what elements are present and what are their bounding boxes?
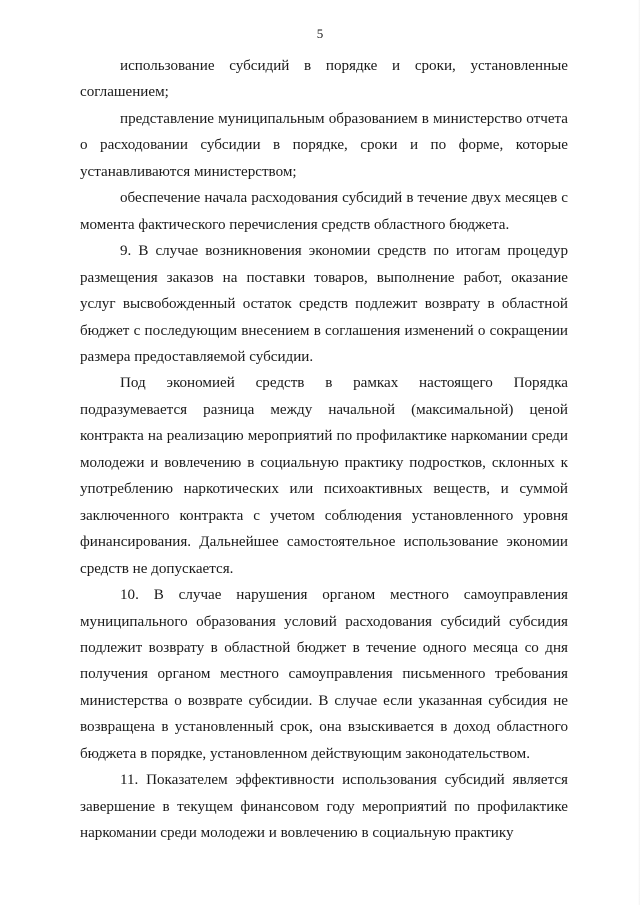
paragraph-savings-definition: Под экономией средств в рамках настоящего Порядка подразумевается разница между начальной (максимальной) ценой контракта на реализацию мероприятий по профилактике наркомании среди молодежи и вовлечению в социальную практику подростков, склонных к употреблению наркотических или психоактивных веществ, и суммой заключенного контракта с учетом соблюдения установленного уровня финансирования. Дальнейшее самостоятельное использование экономии средств не допускается. (80, 375, 568, 577)
paragraph-clause-10: 10. В случае нарушения органом местного самоуправления муниципального образования условий расходования субсидий субсидия подлежит возврату в областной бюджет в течение одного месяца со дня получения органом местного самоуправления письменного требования министерства о возврате субсидии. В случае если указанная субсидия не возвращена в установленный срок, она взыскивается в доход областного бюджета в порядке, установленном действующим законодательством. (80, 587, 568, 762)
page-number: 5 (316, 26, 324, 41)
paragraph-spending-start: обеспечение начала расходования субсидий в течение двух месяцев с момента фактического перечисления средств областного бюджета. (80, 190, 568, 233)
paragraph-usage-terms: использование субсидий в порядке и сроки, установленные соглашением; (80, 58, 568, 101)
paragraph-clause-9: 9. В случае возникновения экономии средств по итогам процедур размещения заказов на поставки товаров, выполнение работ, оказание услуг высвобожденный остаток средств подлежит возврату в областной бюджет с последующим внесением в соглашения изменений о сокращении размера предоставляемой субсидии. (80, 243, 568, 365)
paragraph-clause-11: 11. Показателем эффективности использования субсидий является завершение в текущем финансовом году мероприятий по профилактике наркомании среди молодежи и вовлечению в социальную практику (80, 772, 568, 842)
paragraph-report-submission: представление муниципальным образованием в министерство отчета о расходовании субсидии в порядке, сроки и по форме, которые устанавливаются министерством; (80, 110, 568, 180)
document-body (80, 53, 568, 847)
